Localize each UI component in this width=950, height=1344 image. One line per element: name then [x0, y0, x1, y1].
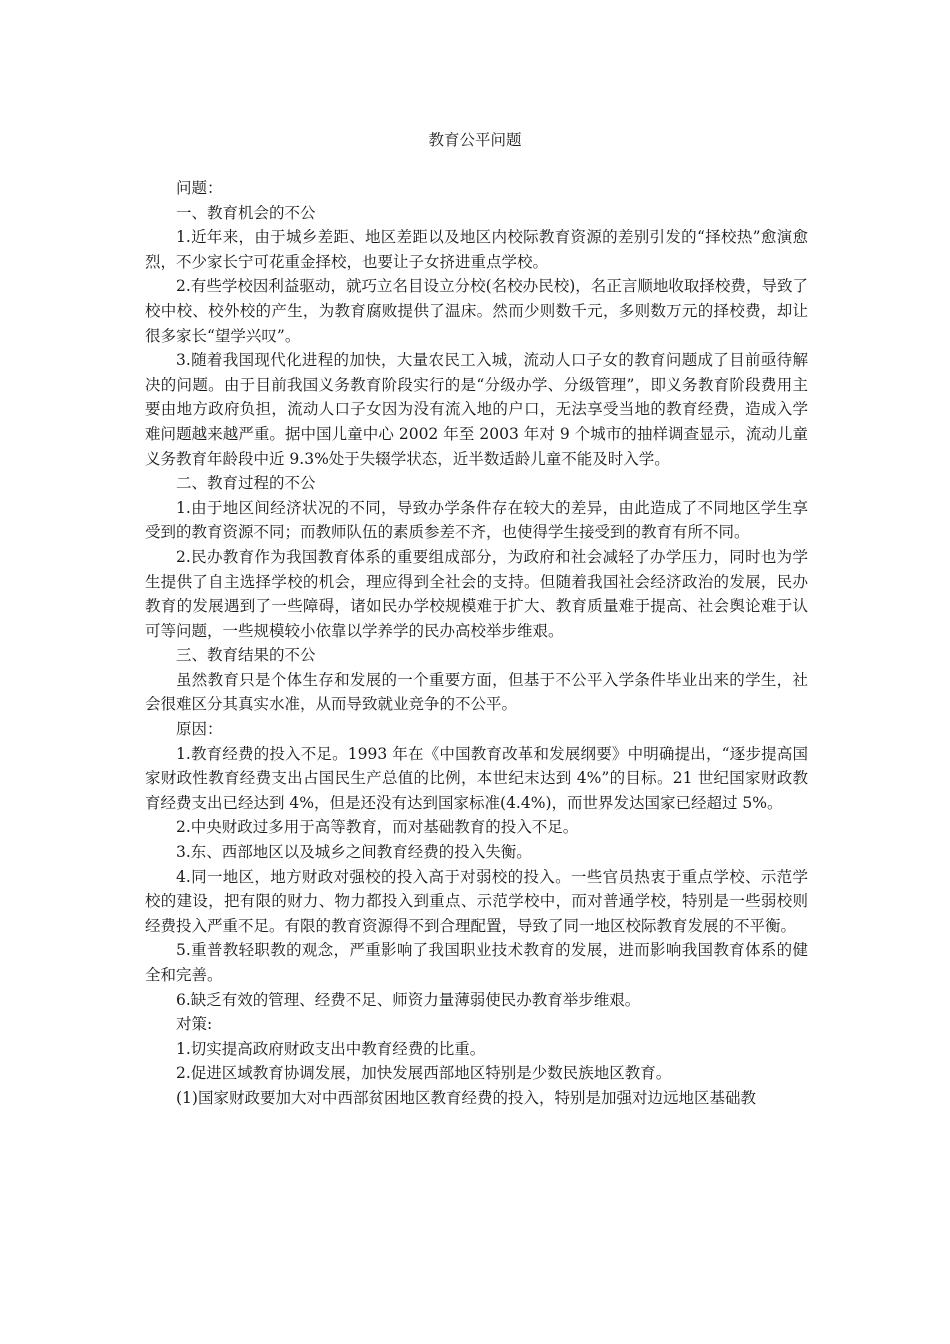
section-heading-opportunity: 一、教育机会的不公 [176, 203, 316, 222]
paragraph: 2.有些学校因利益驱动，就巧立名目设立分校(名校办民校)，名正言顺地收取择校费，导致了校中校、校外校的产生，为教育腐败提供了温床。然而少则数千元，多则数万元的择校费，却让很多家长“望学兴叹”。 [145, 277, 808, 345]
heading-countermeasures: 对策: [176, 1015, 213, 1034]
paragraph: 3.东、西部地区以及城乡之间教育经费的投入失衡。 [176, 843, 532, 862]
heading-causes: 原因： [176, 720, 223, 739]
document-title: 教育公平问题 [428, 131, 522, 149]
paragraph: 6.缺乏有效的管理、经费不足、师资力量薄弱使民办教育举步维艰。 [176, 990, 641, 1009]
paragraph: 2.促进区域教育协调发展，加快发展西部地区特别是少数民族地区教育。 [176, 1064, 672, 1083]
section-heading-process: 二、教育过程的不公 [176, 474, 316, 493]
paragraph: 1.切实提高政府财政支出中教育经费的比重。 [176, 1039, 486, 1058]
heading-problems: 问题： [176, 179, 223, 197]
paragraph: 3.随着我国现代化进程的加快，大量农民工入城，流动人口子女的教育问题成了目前亟待解决的问题。由于目前我国义务教育阶段实行的是“分级办学、分级管理”，即义务教育阶段费用主要由地方政府负担，流动人口子女因为没有流入地的户口，无法享受当地的教育经费，造成入学难问题越来越严重。据中国儿童中心 2002 年至 2003 年对 9 个城市的抽样调查显示，流动儿童义务教育年龄段中近 9.3%处于失辍学状态，近半数适龄儿童不能及时入学。 [145, 351, 808, 468]
paragraph: 5.重普教轻职教的观念，严重影响了我国职业技术教育的发展，进而影响我国教育体系的健全和完善。 [145, 941, 808, 984]
paragraph: 1.教育经费的投入不足。1993 年在《中国教育改革和发展纲要》中明确提出，“逐步提高国家财政性教育经费支出占国民生产总值的比例，本世纪末达到 4%”的目标。21 世纪国家财政教育经费支出已经达到 4%，但是还没有达到国家标准(4.4%)，而世界发达国家已经超过 5%。 [145, 744, 808, 812]
paragraph: (1)国家财政要加大对中西部贫困地区教育经费的投入，特别是加强对边远地区基础教 [176, 1088, 756, 1107]
paragraph: 1.近年来，由于城乡差距、地区差距以及地区内校际教育资源的差别引发的“择校热”愈演愈烈，不少家长宁可花重金择校，也要让子女挤进重点学校。 [145, 228, 808, 271]
paragraph: 4.同一地区，地方财政对强校的投入高于对弱校的投入。一些官员热衷于重点学校、示范学校的建设，把有限的财力、物力都投入到重点、示范学校中，而对普通学校，特别是一些弱校则经费投入严重不足。有限的教育资源得不到合理配置，导致了同一地区校际教育发展的不平衡。 [145, 867, 808, 935]
section-heading-result: 三、教育结果的不公 [176, 646, 316, 665]
paragraph: 2.民办教育作为我国教育体系的重要组成部分，为政府和社会减轻了办学压力，同时也为学生提供了自主选择学校的机会，理应得到全社会的支持。但随着我国社会经济政治的发展，民办教育的发展遇到了一些障碍，诸如民办学校规模难于扩大、教育质量难于提高、社会舆论难于认可等问题，一些规模较小依靠以学养学的民办高校举步维艰。 [145, 547, 808, 640]
paragraph: 2.中央财政过多用于高等教育，而对基础教育的投入不足。 [176, 818, 579, 837]
paragraph: 1.由于地区间经济状况的不同，导致办学条件存在较大的差异，由此造成了不同地区学生享受到的教育资源不同；而教师队伍的素质参差不齐，也使得学生接受到的教育有所不同。 [145, 498, 808, 542]
paragraph: 虽然教育只是个体生存和发展的一个重要方面，但基于不公平入学条件毕业出来的学生，社会很难区分其真实水准，从而导致就业竞争的不公平。 [145, 670, 808, 714]
document-body [145, 176, 808, 1111]
